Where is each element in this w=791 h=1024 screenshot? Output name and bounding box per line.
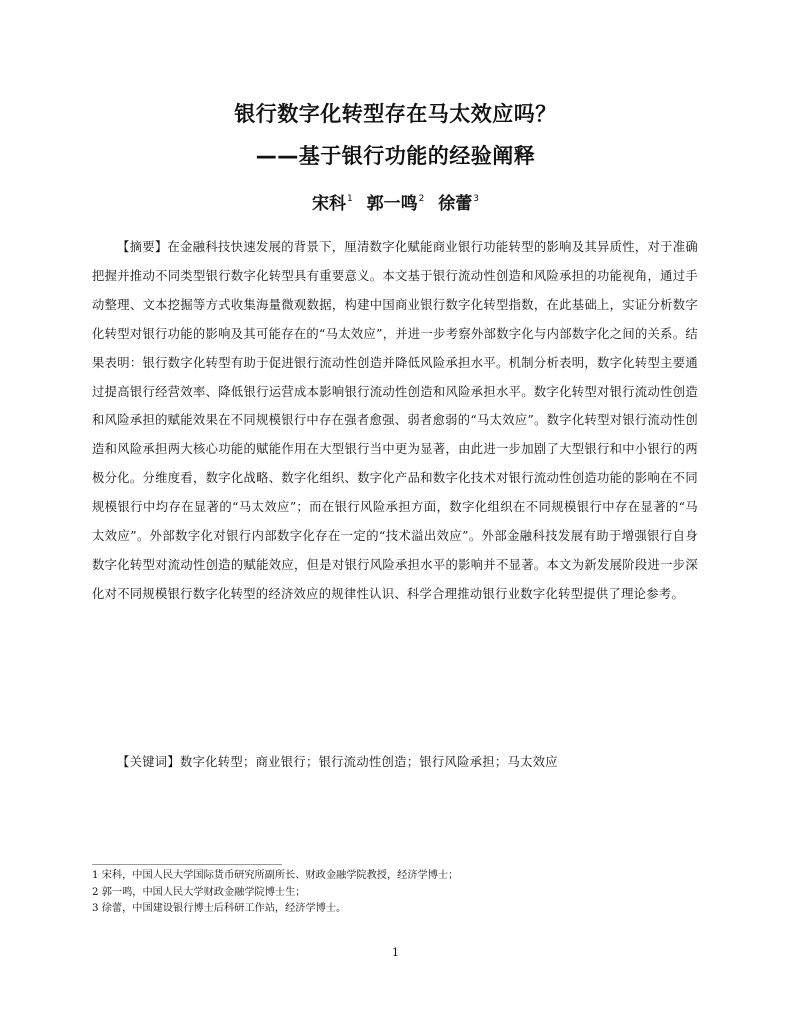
footnote-item: 1 宋科，中国人民大学国际货币研究所副所长、财政金融学院教授，经济学博士； xyxy=(92,870,459,881)
paper-subtitle: ——基于银行功能的经验阐释 xyxy=(255,144,536,168)
author-footnote-marker: 3 xyxy=(473,194,480,204)
author-3 xyxy=(438,186,479,217)
author-name: 郭一鸣 xyxy=(366,194,418,214)
author-1 xyxy=(312,186,353,217)
author-name: 宋科 xyxy=(311,194,346,214)
abstract-label: 【摘要】 xyxy=(117,240,168,254)
abstract-paragraph xyxy=(92,233,698,609)
paper-title: 银行数字化转型存在马太效应吗？ xyxy=(234,102,557,126)
footnote-divider xyxy=(92,864,282,865)
author-name: 徐蕾 xyxy=(438,194,473,214)
author-2 xyxy=(367,186,425,217)
footnote-item: 2 郭一鸣，中国人民大学财政金融学院博士生； xyxy=(92,886,306,898)
keywords-paragraph xyxy=(92,748,698,777)
footnote-list xyxy=(92,868,698,918)
author-footnote-marker: 2 xyxy=(418,194,425,204)
keywords-label: 【关键词】 xyxy=(117,755,180,769)
author-line xyxy=(0,186,791,217)
author-footnote-marker: 1 xyxy=(346,194,353,204)
page-number: 1 xyxy=(392,946,399,959)
footnote-item: 3 徐蕾，中国建设银行博士后科研工作站，经济学博士。 xyxy=(92,903,347,914)
keywords-text: 数字化转型；商业银行；银行流动性创造；银行风险承担；马太效应 xyxy=(180,755,558,769)
abstract-text: 在金融科技快速发展的背景下，厘清数字化赋能商业银行功能转型的影响及其异质性，对于准确把握并推动不同类型银行数字化转型具有重要意义。本文基于银行流动性创造和风险承担的功能视角，通过手动整理、文本挖掘等方式收集海量微观数据，构建中国商业银行数字化转型指数，在此基础上，实证分析数字化转型对银行功能的影响及其可能存在的“马太效应”，并进一步考察外部数字化与内部数字化之间的关系。结果表明：银行数字化转型有助于促进银行流动性创造并降低风险承担水平。机制分析表明，数字化转型主要通过提高银行经营效率、降低银行运营成本影响银行流动性创造和风险承担水平。数字化转型对银行流动性创造和风险承担的赋能效果在不同规模银行中存在强者愈强、弱者愈弱的“马太效应”。数字化转型对银行流动性创造和风险承担两大核心功能的赋能作用在大型银行当中更为显著，由此进一步加剧了大型银行和中小银行的两极分化。分维度看，数字化战略、数字化组织、数字化产品和数字化技术对银行流动性创造功能的影响在不同规模银行中均存在显著的“马太效应”；而在银行风险承担方面，数字化组织在不同规模银行中存在显著的“马太效应”。外部数字化对银行内部数字化存在一定的“技术溢出效应”。外部金融科技发展有助于增强银行自身数字化转型对流动性创造的赋能效应，但是对银行风险承担水平的影响并不显著。本文为新发展阶段进一步深化对不同规模银行数字化转型的经济效应的规律性认识、科学合理推动银行业数字化转型提供了理论参考。 xyxy=(92,240,698,601)
